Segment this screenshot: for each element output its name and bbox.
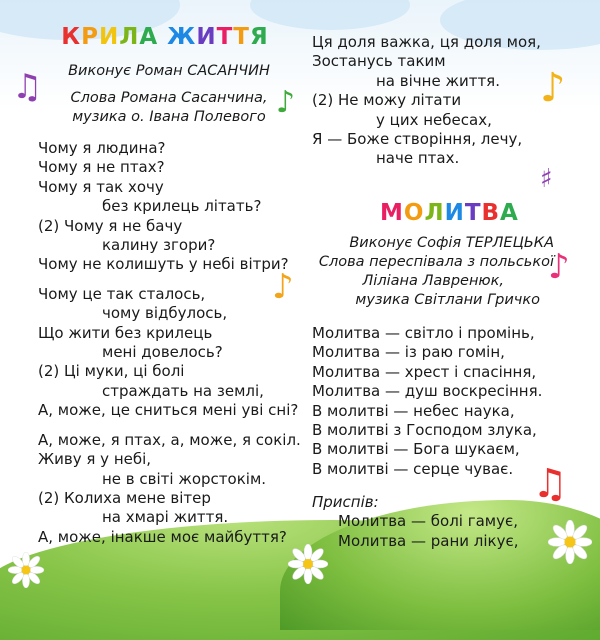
song2-credits: Слова переспівала з польської	[318, 254, 554, 270]
lyric-line: Чому це так сталось,	[38, 284, 206, 303]
lyric-line: калину згори?	[102, 236, 216, 255]
lyric-line: Молитва — душ воскресіння.	[312, 382, 543, 401]
daisy-flower	[8, 552, 44, 588]
lyric-line: не в світі жорстокім.	[102, 469, 267, 488]
lyric-line: Що жити без крилець	[38, 323, 213, 342]
song1-stanza	[312, 33, 552, 169]
title-letter: Т	[216, 24, 234, 50]
lyric-line: Молитва — світло і промінь,	[312, 324, 535, 342]
song2-stanza	[312, 324, 562, 479]
lyric-line: В молитві — Бога шукаєм,	[312, 440, 520, 459]
lyric-line: А, може, це сниться мені уві сні?	[38, 401, 299, 420]
lyric-line: Молитва — рани лікує,	[338, 531, 519, 550]
song2-column	[312, 200, 562, 551]
title-letter: И	[196, 24, 217, 50]
lyric-line: Чому не колишуть у небі вітри?	[38, 255, 289, 274]
lyric-line: Чому я не птах?	[38, 158, 165, 177]
lyric-line: (2) Чому я не бачу	[38, 216, 183, 235]
lyric-line: Чому я так хочу	[38, 177, 164, 196]
lyric-line: (2) Колиха мене вітер	[38, 488, 211, 507]
music-note-icon: ♪	[272, 267, 294, 307]
lyric-line: (2) Не можу літати	[312, 91, 462, 110]
song2-credits: Ліліана Лавренюк,	[362, 273, 504, 289]
music-note-icon: ♫	[532, 461, 568, 507]
lyric-line: Я — Боже створіння, лечу,	[312, 130, 523, 149]
lyric-line: у цих небесах,	[376, 110, 492, 129]
song2-title	[380, 200, 562, 226]
lyric-line: Живу я у небі,	[38, 450, 152, 469]
lyric-line: А, може, я птах, а, може, я сокіл.	[38, 430, 301, 449]
title-letter: Л	[424, 200, 445, 226]
lyric-line: мені довелось?	[102, 343, 223, 362]
chorus-label: Приспів:	[312, 493, 379, 512]
lyric-line: Чому я людина?	[38, 139, 166, 157]
lyric-line: (2) Ці муки, ці болі	[38, 362, 185, 381]
lyric-line: без крилець літать?	[102, 197, 262, 216]
song1-column	[38, 24, 300, 547]
song1-performer: Виконує Роман САСАНЧИН	[68, 63, 270, 79]
song1-stanza	[38, 139, 300, 275]
title-letter: Р	[81, 24, 99, 50]
song1-stanza	[38, 285, 300, 421]
title-letter: А	[500, 200, 519, 226]
music-note-icon: ♪	[540, 65, 566, 111]
song1-continued-column	[312, 33, 552, 169]
lyric-line: на вічне життя.	[376, 71, 500, 90]
sharp-icon: ♯	[540, 164, 553, 194]
song1-credits: Слова Романа Сасанчина,	[70, 90, 268, 106]
song2-chorus	[312, 512, 562, 551]
song1-title	[30, 24, 300, 50]
lyric-line: В молитві — небес наука,	[312, 401, 515, 420]
lyric-line: Молитва — із раю гомін,	[312, 343, 505, 362]
title-letter: К	[61, 24, 82, 50]
title-letter: Ж	[167, 24, 197, 50]
lyric-line: наче птах.	[376, 149, 460, 168]
song1-credits: музика о. Івана Полевого	[72, 109, 266, 125]
music-note-icon: ♪	[276, 85, 296, 120]
lyric-line: В молитві — серце чуває.	[312, 459, 514, 478]
title-letter: Т	[233, 24, 250, 50]
lyric-line: страждать на землі,	[102, 381, 264, 400]
title-letter: Л	[119, 24, 140, 50]
title-letter: О	[403, 200, 425, 226]
lyric-line: В молитві з Господом злука,	[312, 421, 537, 440]
lyric-line: Молитва — хрест і спасіння,	[312, 362, 537, 381]
title-letter: Т	[464, 200, 482, 226]
lyric-line: Ця доля важка, ця доля моя,	[312, 33, 541, 51]
title-letter: И	[444, 200, 465, 226]
title-letter: М	[380, 200, 404, 226]
title-letter: В	[481, 200, 501, 226]
title-letter: И	[98, 24, 120, 50]
song2-credits: музика Світлани Гричко	[355, 292, 540, 308]
title-letter: Я	[249, 24, 269, 50]
song1-stanza	[38, 431, 300, 547]
music-note-icon: ♫	[12, 67, 43, 107]
title-letter	[158, 24, 167, 50]
lyric-line: на хмарі життя.	[102, 508, 229, 527]
title-letter: А	[139, 24, 159, 50]
lyric-line: Молитва — болі гамує,	[338, 512, 518, 531]
lyric-line: Зостанусь таким	[312, 52, 446, 71]
music-note-icon: ♪	[548, 247, 570, 287]
lyric-line: А, може, інакше моє майбуття?	[38, 527, 287, 546]
lyric-line: чому відбулось,	[102, 304, 228, 323]
song2-performer: Виконує Софія ТЕРЛЕЦЬКА	[349, 235, 554, 251]
